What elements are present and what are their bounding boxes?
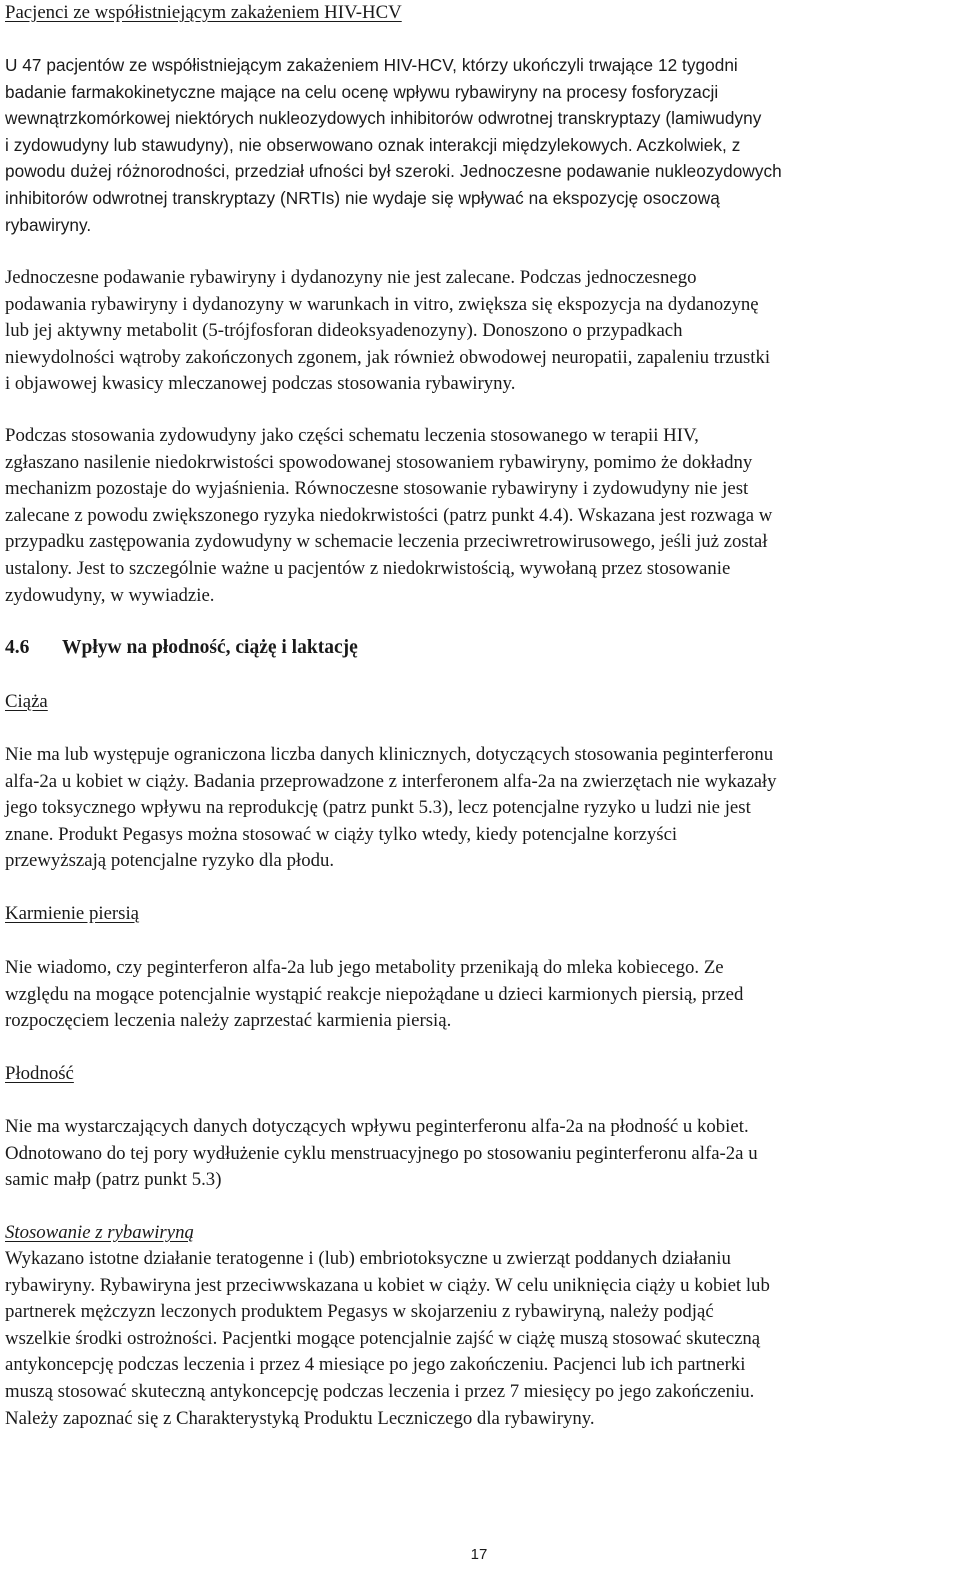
text-line: wszelkie środki ostrożności. Pacjentki mogące potencjalnie zajść w ciążę muszą stosować skuteczną <box>5 1327 761 1349</box>
text-line: muszą stosować skuteczną antykoncepcję podczas leczenia i przez 7 miesięcy po jego zakończeniu. <box>5 1380 755 1402</box>
text-line: mechanizm pozostaje do wyjaśnienia. Równoczesne stosowanie rybawiryny i zydowudyny nie jest <box>5 478 749 500</box>
text-line: Należy zapoznać się z Charakterystyką Produktu Leczniczego dla rybawiryny. <box>5 1407 595 1429</box>
text-line: samic małp (patrz punkt 5.3) <box>5 1169 222 1191</box>
text-line: względu na mogące potencjalnie wystąpić reakcje niepożądane u dzieci karmionych piersią, przed <box>5 983 744 1005</box>
text-line: Nie ma lub występuje ograniczona liczba danych klinicznych, dotyczących stosowania peginterferonu <box>5 744 774 765</box>
text-line: ustalony. Jest to szczególnie ważne u pacjentów z niedokrwistością, wywołaną przez stosowanie <box>5 557 731 579</box>
paragraph-hiv-hcv-interactions <box>5 52 782 238</box>
paragraph-didanosine <box>5 265 770 398</box>
text-line: Nie ma wystarczających danych dotyczących wpływu peginterferonu alfa-2a na płodność u kobiet. <box>5 1116 749 1137</box>
text-line: zgłaszano nasilenie niedokrwistości spowodowanej stosowaniem rybawiryny, pomimo że dokładny <box>5 451 753 473</box>
text-line: niewydolności wątroby zakończonych zgonem, jak również obwodowej neuropatii, zapaleniu trzustki <box>5 346 771 368</box>
text-line: zydowudyny, w wywiadzie. <box>5 584 215 606</box>
paragraph-breastfeeding <box>5 955 743 1035</box>
section-heading-hiv-hcv: Pacjenci ze współistniejącym zakażeniem HIV-HCV <box>5 2 402 23</box>
paragraph-fertility <box>5 1114 758 1194</box>
text-line: rozpoczęciem leczenia należy zaprzestać karmienia piersią. <box>5 1010 452 1032</box>
paragraph-pregnancy <box>5 742 777 875</box>
text-line: wewnątrzkomórkowej niektórych nukleozydowych inhibitorów odwrotnej transkryptazy (lamiwudyny <box>5 108 762 129</box>
text-line: Podczas stosowania zydowudyny jako części schematu leczenia stosowanego w terapii HIV, <box>5 425 699 446</box>
text-line: Jednoczesne podawanie rybawiryny i dydanozyny nie jest zalecane. Podczas jednoczesnego <box>5 267 697 288</box>
text-line: partnerek mężczyzn leczonych produktem Pegasys w skojarzeniu z rybawiryną, należy podjąć <box>5 1301 714 1323</box>
text-line: przewyższają potencjalne ryzyko dla płodu. <box>5 850 335 872</box>
section-number: 4.6 <box>5 637 30 658</box>
text-line: i objawowej kwasicy mleczanowej podczas stosowania rybawiryny. <box>5 373 516 395</box>
text-line: inhibitorów odwrotnej transkryptazy (NRTIs) nie wydaje się wpływać na ekspozycję osoczową <box>5 187 720 208</box>
subheading-fertility: Płodność <box>5 1063 74 1084</box>
text-line: rybawiryny. Rybawiryna jest przeciwwskazana u kobiet w ciąży. W celu uniknięcia ciąży u kobiet lub <box>5 1274 770 1296</box>
section-title: Wpływ na płodność, ciążę i laktację <box>62 637 358 658</box>
text-line: Odnotowano do tej pory wydłużenie cyklu menstruacyjnego po stosowaniu peginterferonu alfa-2a u <box>5 1142 758 1164</box>
text-line: lub jej aktywny metabolit (5-trójfosforan dideoksyadenozyny). Donoszono o przypadkach <box>5 320 683 342</box>
text-line: antykoncepcję podczas leczenia i przez 4 miesiące po jego zakończeniu. Pacjenci lub ich partnerki <box>5 1354 746 1376</box>
subheading-ribavirin-use: Stosowanie z rybawiryną <box>5 1222 194 1243</box>
paragraph-zidovudine <box>5 423 772 609</box>
text-line: znane. Produkt Pegasys można stosować w ciąży tylko wtedy, kiedy potencjalne korzyści <box>5 823 678 845</box>
text-line: U 47 pacjentów ze współistniejącym zakażeniem HIV-HCV, którzy ukończyli trwające 12 tygodni <box>5 55 738 75</box>
text-line: rybawiryny. <box>5 214 92 235</box>
paragraph-ribavirin-use <box>5 1246 770 1432</box>
text-line: zalecane z powodu zwiększonego ryzyka niedokrwistości (patrz punkt 4.4). Wskazana jest rozwaga w <box>5 504 773 526</box>
subheading-breastfeeding: Karmienie piersią <box>5 903 140 924</box>
text-line: podawania rybawiryny i dydanozyny w warunkach in vitro, zwiększa się ekspozycja na dydanozynę <box>5 293 759 315</box>
text-line: i zydowudyny lub stawudyny), nie obserwowano oznak interakcji międzylekowych. Aczkolwiek, z <box>5 134 741 155</box>
page-number: 17 <box>470 1546 488 1563</box>
text-line: Nie wiadomo, czy peginterferon alfa-2a lub jego metabolity przenikają do mleka kobiecego. Ze <box>5 957 724 978</box>
text-line: badanie farmakokinetyczne mające na celu ocenę wpływu rybawiryny na procesy fosforyzacji <box>5 81 719 102</box>
section-heading-4-6 <box>5 635 358 662</box>
text-line: przypadku zastępowania zydowudyny w schemacie leczenia przeciwretrowirusowego, jeśli już został <box>5 531 768 553</box>
subheading-pregnancy: Ciąża <box>5 691 48 712</box>
text-line: Wykazano istotne działanie teratogenne i (lub) embriotoksyczne u zwierząt poddanych działaniu <box>5 1248 731 1269</box>
text-line: alfa-2a u kobiet w ciąży. Badania przeprowadzone z interferonem alfa-2a na zwierzętach nie wykazały <box>5 770 777 792</box>
text-line: jego toksycznego wpływu na reprodukcję (patrz punkt 5.3), lecz potencjalne ryzyko u ludzi nie jest <box>5 797 751 819</box>
text-line: powodu dużej różnorodności, przedział ufności był szeroki. Jednoczesne podawanie nukleozydowych <box>5 161 782 182</box>
